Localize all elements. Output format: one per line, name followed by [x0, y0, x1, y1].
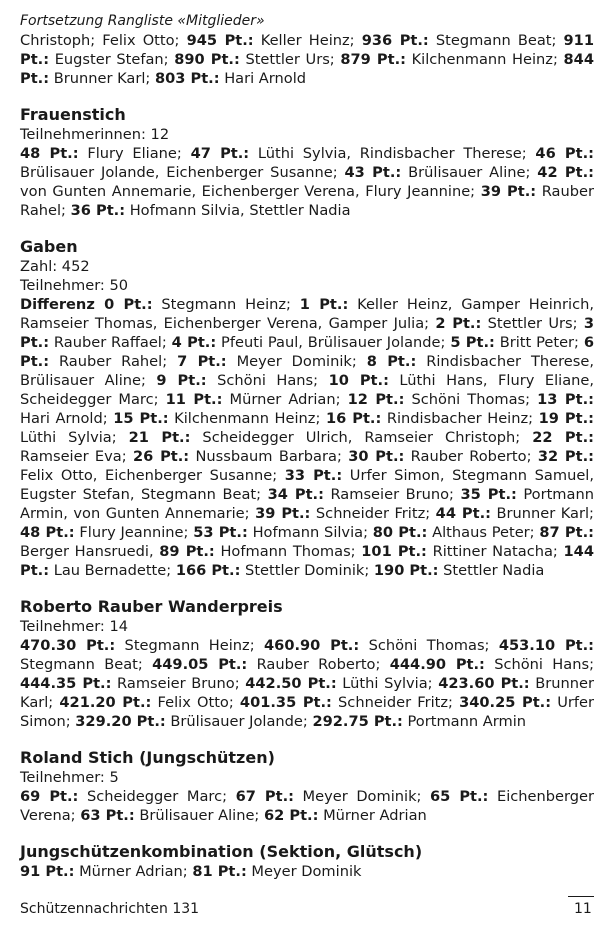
points: 8 Pt.: [366, 353, 417, 370]
names: Rauber Raffael; [49, 334, 172, 351]
names: Scheidegger Ulrich, Ramseier Christoph; [190, 429, 533, 446]
points: 33 Pt.: [284, 467, 343, 484]
names: Brülisauer Jolande, Eichenberger Susanne; [20, 164, 345, 181]
ranking-text [20, 144, 594, 220]
names: Brülisauer Aline; [134, 807, 264, 824]
section-meta: Teilnehmer: 50 [20, 277, 129, 294]
names: Ramseier Bruno; [111, 675, 246, 692]
names: Urfer Simon; [20, 694, 595, 730]
names: Brülisauer Jolande; [165, 713, 313, 730]
points: 34 Pt.: [267, 486, 324, 503]
names: Mürner Adrian [318, 807, 427, 824]
ranking-text [20, 862, 594, 881]
points: 80 Pt.: [372, 524, 428, 541]
names: Kilchenmann Heinz; [168, 410, 326, 427]
names: Meyer Dominik [246, 863, 362, 880]
points: 62 Pt.: [264, 807, 319, 824]
names: Flury Jeannine; [74, 524, 194, 541]
section-title: Gaben [20, 237, 78, 256]
points: 460.90 Pt.: [264, 637, 360, 654]
points: 329.20 Pt.: [75, 713, 166, 730]
names: Urfer Simon, Stegmann Samuel, Eugster Stefan, Stegmann Beat; [20, 467, 594, 503]
points: 65 Pt.: [430, 788, 489, 805]
names: Felix Otto, Eichenberger Susanne; [20, 467, 285, 484]
names: Hofmann Silvia, Stettler Nadia [125, 202, 351, 219]
points: 2 Pt.: [435, 315, 482, 332]
points: 81 Pt.: [192, 863, 247, 880]
ranking-section [20, 105, 594, 220]
section-title: Frauenstich [20, 105, 126, 124]
names: Kilchenmann Heinz; [405, 51, 564, 68]
continuation-title: Fortsetzung Rangliste «Mitglieder» [20, 13, 265, 29]
points: Differenz 0 Pt.: [20, 296, 153, 313]
names: Stegmann Heinz; [152, 296, 300, 313]
ranking-section [20, 597, 594, 731]
points: 69 Pt.: [20, 788, 79, 805]
points: 3 Pt.: [20, 315, 594, 351]
points: 4 Pt.: [171, 334, 217, 351]
points: 401.35 Pt.: [239, 694, 332, 711]
names: Scheidegger Marc; [78, 788, 236, 805]
points: 7 Pt.: [177, 353, 227, 370]
ranking-section [20, 237, 594, 580]
points: 89 Pt.: [159, 543, 215, 560]
names: Schneider Fritz; [331, 694, 460, 711]
points: 11 Pt.: [165, 391, 223, 408]
names: Schöni Hans; [484, 656, 594, 673]
points: 19 Pt.: [538, 410, 594, 427]
names: Rittiner Natacha; [426, 543, 564, 560]
names: Hari Arnold [219, 70, 307, 87]
names: Eichenberger Verena; [20, 788, 594, 824]
points: 22 Pt.: [532, 429, 594, 446]
names: Stettler Urs; [239, 51, 341, 68]
points: 945 Pt.: [186, 32, 254, 49]
points: 26 Pt.: [132, 448, 190, 465]
names: Hofmann Silvia; [247, 524, 373, 541]
points: 48 Pt.: [20, 145, 79, 162]
points: 10 Pt.: [328, 372, 389, 389]
names: Lüthi Sylvia; [20, 429, 129, 446]
names: Schneider Fritz; [310, 505, 436, 522]
points: 101 Pt.: [361, 543, 427, 560]
ranking-text [20, 295, 594, 580]
points: 12 Pt.: [347, 391, 405, 408]
points: 190 Pt.: [373, 562, 439, 579]
points: 453.10 Pt.: [498, 637, 595, 654]
ranking-section [20, 748, 594, 825]
names: Christoph; Felix Otto; [20, 32, 187, 49]
points: 423.60 Pt.: [438, 675, 530, 692]
names: Portmann Armin, von Gunten Annemarie; [20, 486, 594, 522]
points: 9 Pt.: [156, 372, 207, 389]
points: 67 Pt.: [235, 788, 294, 805]
names: Hari Arnold; [20, 410, 114, 427]
ranking-text [20, 636, 594, 731]
section-meta: Teilnehmer: 14 [20, 618, 129, 635]
points: 42 Pt.: [537, 164, 594, 181]
names: Keller Heinz, Gamper Heinrich, Ramseier Thomas, Eichenberger Verena, Gamper Julia; [20, 296, 594, 332]
points: 15 Pt.: [113, 410, 169, 427]
points: 470.30 Pt.: [20, 637, 116, 654]
names: Stettler Urs; [481, 315, 584, 332]
points: 6 Pt.: [20, 334, 595, 370]
points: 166 Pt.: [175, 562, 241, 579]
sections [20, 105, 594, 881]
points: 48 Pt.: [20, 524, 75, 541]
names: Portmann Armin [402, 713, 527, 730]
section-meta: Teilnehmerinnen: 12 [20, 126, 170, 143]
points: 292.75 Pt.: [312, 713, 403, 730]
footer-rule [568, 896, 594, 897]
names: Stegmann Beat; [20, 656, 153, 673]
points: 449.05 Pt.: [152, 656, 248, 673]
points: 13 Pt.: [537, 391, 594, 408]
points: 39 Pt.: [480, 183, 537, 200]
names: Rauber Roberto; [247, 656, 390, 673]
names: Meyer Dominik; [226, 353, 367, 370]
names: Brunner Karl; [490, 505, 594, 522]
points: 879 Pt.: [340, 51, 406, 68]
names: Mürner Adrian; [222, 391, 348, 408]
names: Felix Otto; [151, 694, 240, 711]
points: 844 Pt.: [20, 51, 594, 87]
points: 63 Pt.: [80, 807, 135, 824]
points: 43 Pt.: [344, 164, 402, 181]
names: Pfeuti Paul, Brülisauer Jolande; [216, 334, 451, 351]
names: Hofmann Thomas; [214, 543, 362, 560]
points: 421.20 Pt.: [59, 694, 152, 711]
names: Eugster Stefan; [49, 51, 175, 68]
points: 91 Pt.: [20, 863, 75, 880]
points: 890 Pt.: [174, 51, 240, 68]
footer-publication: Schützennachrichten 131 [20, 901, 200, 917]
names: Schöni Hans; [206, 372, 329, 389]
names: Stegmann Heinz; [115, 637, 265, 654]
points: 444.35 Pt.: [20, 675, 112, 692]
points: 21 Pt.: [128, 429, 191, 446]
points: 803 Pt.: [154, 70, 220, 87]
section-title: Roland Stich (Jungschützen) [20, 748, 275, 767]
names: von Gunten Annemarie, Eichenberger Verena, Flury Jeannine; [20, 183, 481, 200]
names: Rindisbacher Heinz; [381, 410, 539, 427]
section-title: Jungschützenkombination (Sektion, Glütsch) [20, 842, 423, 861]
names: Schöni Thomas; [359, 637, 499, 654]
names: Lüthi Sylvia; [336, 675, 439, 692]
points: 36 Pt.: [70, 202, 126, 219]
ranking-section [20, 842, 594, 881]
points: 35 Pt.: [460, 486, 517, 503]
points: 444.90 Pt.: [389, 656, 485, 673]
section-meta: Zahl: 452 [20, 258, 90, 275]
points: 442.50 Pt.: [245, 675, 337, 692]
ranking-text [20, 787, 594, 825]
names: Meyer Dominik; [293, 788, 431, 805]
names: Brunner Karl; [49, 70, 155, 87]
names: Britt Peter; [494, 334, 584, 351]
section-meta: Teilnehmer: 5 [20, 769, 119, 786]
names: Lüthi Hans, Flury Eliane, Scheidegger Marc; [20, 372, 595, 408]
names: Stettler Dominik; [240, 562, 374, 579]
names: Ramseier Bruno; [323, 486, 461, 503]
points: 32 Pt.: [537, 448, 594, 465]
names: Keller Heinz; [253, 32, 362, 49]
names: Rauber Roberto; [404, 448, 538, 465]
names: Berger Hansruedi, [20, 543, 160, 560]
points: 1 Pt.: [299, 296, 349, 313]
points: 936 Pt.: [361, 32, 429, 49]
continuation-ranking [20, 31, 594, 88]
names: Stettler Nadia [438, 562, 545, 579]
names: Brülisauer Aline; [401, 164, 538, 181]
names: Lau Bernadette; [49, 562, 176, 579]
names: Schöni Thomas; [404, 391, 538, 408]
names: Rauber Rahel; [20, 183, 594, 219]
names: Stegmann Beat; [428, 32, 564, 49]
points: 911 Pt.: [20, 32, 594, 68]
names: Ramseier Eva; [20, 448, 133, 465]
document-page [20, 12, 594, 881]
names: Mürner Adrian; [74, 863, 193, 880]
points: 39 Pt.: [255, 505, 311, 522]
page-number: 11 [574, 901, 592, 917]
names: Rauber Rahel; [49, 353, 178, 370]
names: Rindisbacher Therese, Brülisauer Aline; [20, 353, 594, 389]
points: 47 Pt.: [190, 145, 250, 162]
names: Flury Eliane; [78, 145, 191, 162]
names: Althaus Peter; [427, 524, 540, 541]
section-title: Roberto Rauber Wanderpreis [20, 597, 283, 616]
points: 87 Pt.: [539, 524, 594, 541]
points: 340.25 Pt.: [459, 694, 552, 711]
points: 30 Pt.: [348, 448, 405, 465]
names: Brunner Karl; [20, 675, 594, 711]
names: Nussbaum Barbara; [189, 448, 349, 465]
points: 53 Pt.: [193, 524, 248, 541]
points: 5 Pt.: [450, 334, 495, 351]
points: 44 Pt.: [435, 505, 491, 522]
names: Lüthi Sylvia, Rindisbacher Therese; [249, 145, 536, 162]
points: 46 Pt.: [535, 145, 594, 162]
points: 144 Pt.: [20, 543, 594, 579]
points: 16 Pt.: [325, 410, 382, 427]
